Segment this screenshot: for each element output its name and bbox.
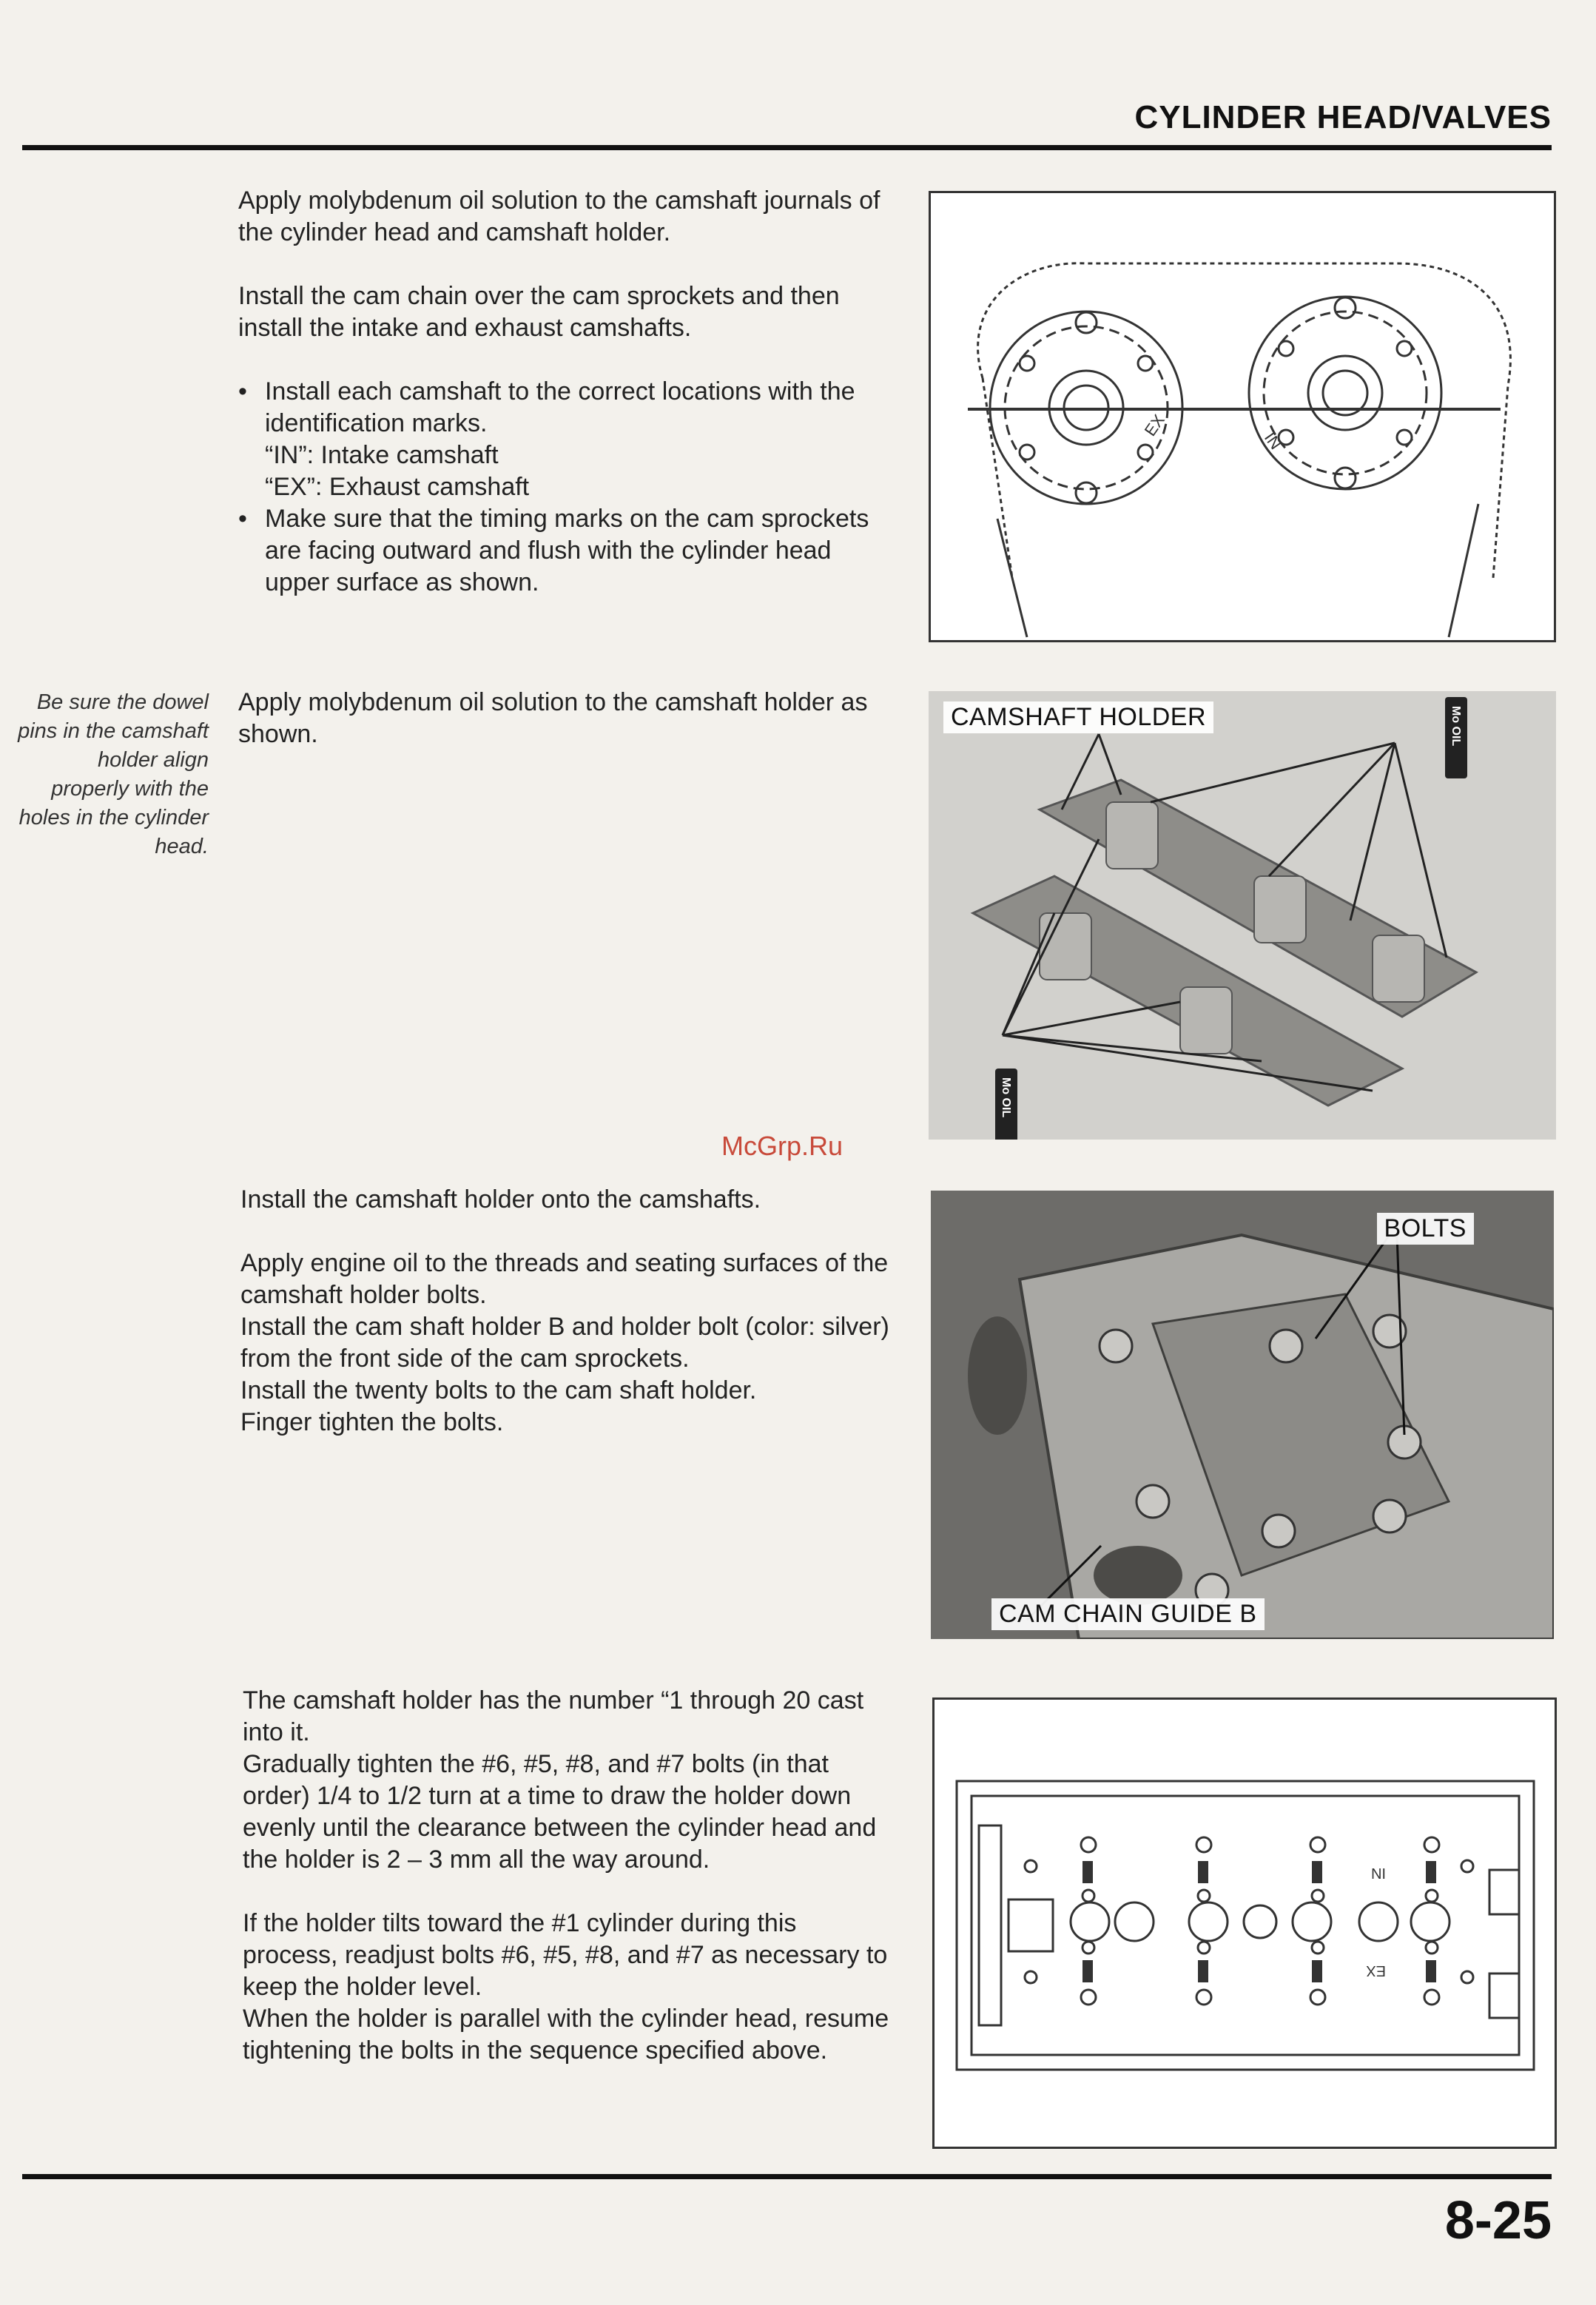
- step1-bullet-list: [238, 376, 892, 599]
- page-number: 8-25: [1444, 2191, 1552, 2250]
- camshaft-holder-label: CAMSHAFT HOLDER: [943, 701, 1213, 733]
- bolts-label: BOLTS: [1377, 1213, 1474, 1245]
- mo-oil-label-top: Mo OIL: [1449, 706, 1462, 747]
- step3-paragraph-3: Install the cam shaft holder B and holder bolt (color: silver) from the front side of the cam sprockets.: [240, 1313, 889, 1373]
- footer-rule: [22, 2174, 1552, 2179]
- cam-chain-guide-b-label: CAM CHAIN GUIDE B: [991, 1598, 1265, 1630]
- bullet1-line-3: “EX”: Exhaust camshaft: [265, 473, 530, 501]
- step4-paragraph-2: Gradually tighten the #6, #5, #8, and #7 bolts (in that order) 1/4 to 1/2 turn at a time to draw the holder down evenly until the clearance between the cylinder head and the holder is 2 – 3 mm all the way around.: [243, 1750, 877, 1874]
- camshaft-holder-illustration: [929, 691, 1556, 1140]
- in-sprocket-mark: IN: [1260, 428, 1286, 453]
- watermark: McGrp.Ru: [721, 1131, 844, 1161]
- step3-text: [240, 1184, 896, 1438]
- mo-oil-label-bottom: Mo OIL: [1000, 1077, 1012, 1118]
- step4-paragraph-3: If the holder tilts toward the #1 cylinder during this process, readjust bolts #6, #5, #8, and #7 as necessary to keep the holder level.: [243, 1909, 888, 2001]
- step1-bullet-2: • Make sure that the timing marks on the cam sprockets are facing outward and flush with the cylinder head upper surface as shown.: [238, 503, 892, 599]
- step2-paragraph-1: Apply molybdenum oil solution to the camshaft holder as shown.: [238, 688, 868, 748]
- step4-paragraph-4: When the holder is parallel with the cylinder head, resume tightening the bolts in the sequence specified above.: [243, 2005, 889, 2065]
- in-head-mark: IN: [1371, 1865, 1386, 1881]
- dowel-pin-note: Be sure the dowel pins in the camshaft holder align properly with the holes in the cylinder head.: [18, 690, 209, 858]
- step1-text: [238, 185, 892, 599]
- step1-paragraph-1: Apply molybdenum oil solution to the camshaft journals of the cylinder head and camshaft holder.: [238, 186, 881, 246]
- step4-paragraph-1: The camshaft holder has the number “1 through 20 cast into it.: [243, 1686, 864, 1746]
- step3-paragraph-5: Finger tighten the bolts.: [240, 1408, 504, 1436]
- step3-paragraph-2: Apply engine oil to the threads and seating surfaces of the camshaft holder bolts.: [240, 1249, 889, 1309]
- cam-sprocket-figure: [929, 191, 1556, 642]
- tightening-sequence-diagram: [935, 1700, 1555, 2147]
- header-rule: [22, 145, 1552, 150]
- step3-paragraph-1: Install the camshaft holder onto the camshafts.: [240, 1185, 761, 1214]
- bullet1-line-1: • Install each camshaft to the correct locations with the identification marks.: [265, 377, 855, 437]
- tightening-sequence-figure: [932, 1697, 1557, 2149]
- ex-head-mark: EX: [1366, 1962, 1386, 1979]
- bullet1-line-2: “IN”: Intake camshaft: [265, 441, 499, 469]
- step2-text: [238, 687, 875, 782]
- section-title: CYLINDER HEAD/VALVES: [1134, 99, 1552, 135]
- bolts-photo: [931, 1191, 1554, 1639]
- step3-paragraph-4: Install the twenty bolts to the cam shaft holder.: [240, 1376, 757, 1404]
- cam-sprocket-drawing: [931, 193, 1554, 640]
- step1-paragraph-2: Install the cam chain over the cam sprockets and then install the intake and exhaust camshafts.: [238, 282, 840, 342]
- step4-text: [243, 1685, 898, 2067]
- step1-bullet-1: [238, 376, 892, 503]
- bolts-illustration: [931, 1191, 1554, 1639]
- camshaft-holder-photo: [929, 691, 1556, 1140]
- ex-sprocket-mark: EX: [1140, 411, 1168, 440]
